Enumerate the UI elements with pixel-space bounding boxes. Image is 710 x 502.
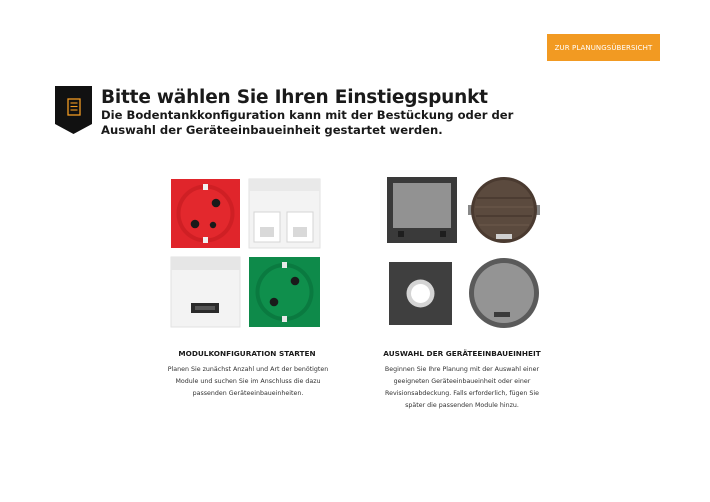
installation-unit-title: AUSWAHL DER GERÄTEEINBAUEINHEIT bbox=[383, 349, 541, 358]
round-carpet-cover-image bbox=[469, 258, 539, 328]
module-configuration-description: Planen Sie zunächst Anzahl und Art der benötigten Module und suchen Sie im Anschluss die dazu passenden Geräteeinbaueinheiten. bbox=[167, 366, 329, 397]
module-configuration-option[interactable] bbox=[161, 171, 333, 337]
planning-overview-button[interactable]: ZUR PLANUNGSÜBERSICHT bbox=[547, 34, 660, 61]
module-configuration-title: MODULKONFIGURATION STARTEN bbox=[178, 349, 316, 358]
checklist-icon bbox=[55, 86, 92, 134]
installation-unit-images bbox=[380, 172, 550, 335]
green-socket-module-image bbox=[249, 257, 320, 327]
page-subtitle: Die Bodentankkonfiguration kann mit der Bestückung oder der Auswahl der Geräteeinbaueinheit gestartet werden. bbox=[101, 108, 514, 137]
white-data-module-image bbox=[249, 179, 320, 248]
installation-unit-option[interactable] bbox=[380, 172, 550, 335]
installation-unit-description: Beginnen Sie Ihre Planung mit der Auswahl einer geeigneten Geräteeinbaueinheit oder einer Revisionsabdeckung. Falls erforderlich, fügen Sie später die passenden Module hinzu. bbox=[384, 366, 540, 409]
module-images bbox=[161, 171, 333, 337]
page-title: Bitte wählen Sie Ihren Einstiegspunkt bbox=[101, 87, 488, 108]
square-revision-cover-image bbox=[389, 262, 452, 325]
white-hdmi-module-image bbox=[171, 257, 240, 327]
square-carpet-cover-image bbox=[387, 177, 457, 243]
red-socket-module-image bbox=[171, 179, 240, 248]
round-wood-cover-image bbox=[468, 177, 540, 243]
